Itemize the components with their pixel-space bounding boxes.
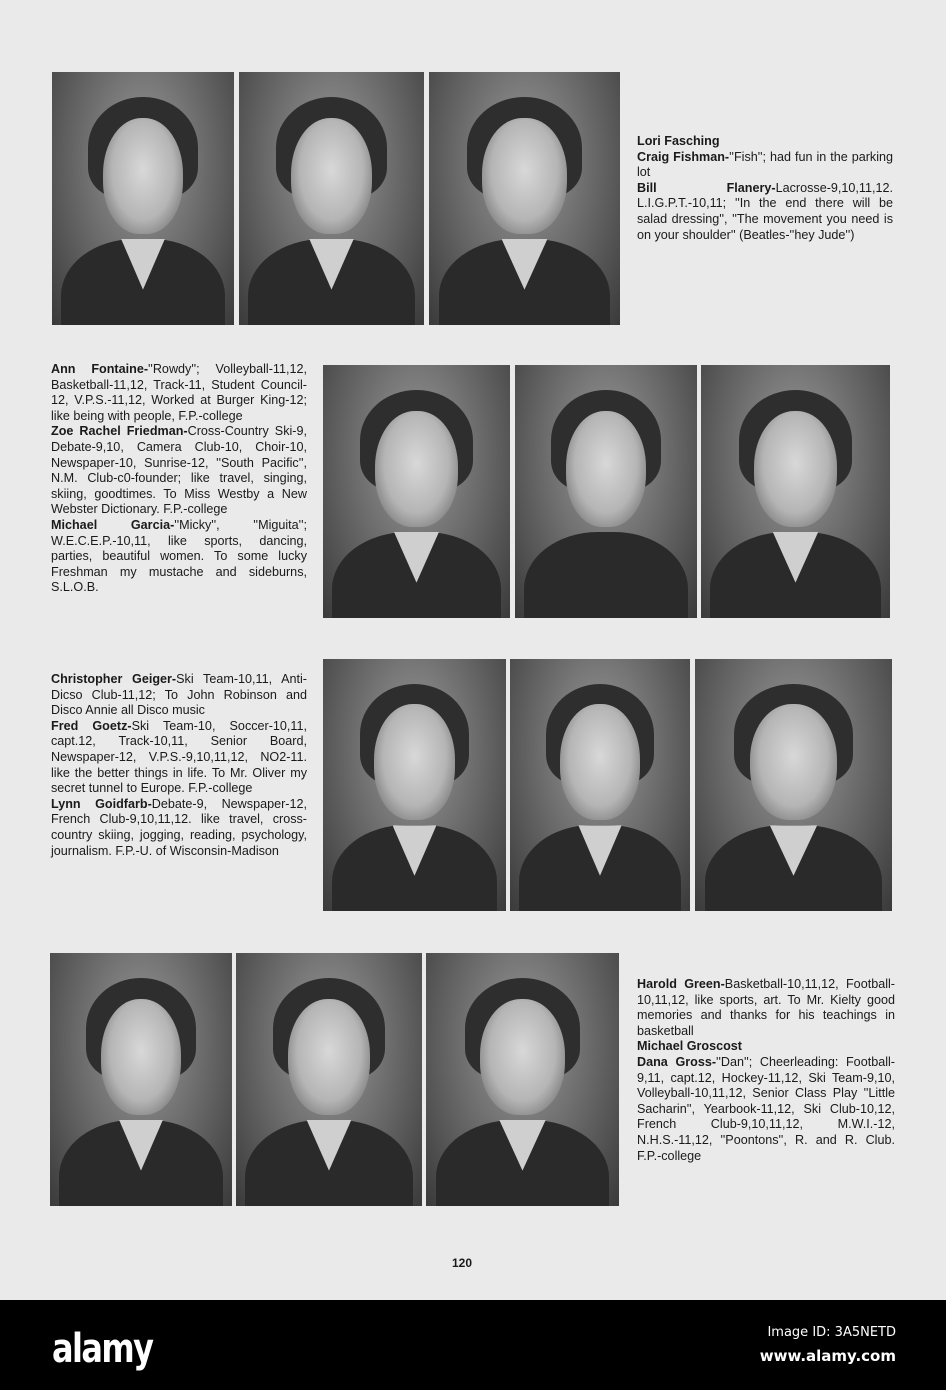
bio-entry [51,424,307,518]
student-name: Dana Gross- [637,1054,717,1069]
student-name: Ann Fontaine- [51,362,149,376]
student-name: Michael Garcia- [51,517,175,532]
bio-entry [637,977,895,1039]
portrait-photo [239,72,424,325]
portrait-photo [236,953,422,1206]
bio-block-3 [51,672,307,859]
student-bio: Ski Team-10, Soccer-10,11, capt.12, Track-10,11, Senior Board, Newspaper-12, V.P.S.-9,10,11,12, NO2-11. like the better things in life. To Mr. Oliver my secret tunnel to Europe. F.P.-college [51,718,308,796]
alamy-logo: alamy [52,1326,153,1372]
portrait-photo [510,659,690,911]
student-name: Craig Fishman- [637,149,730,164]
bio-entry [51,672,307,719]
watermark-footer [0,1300,946,1390]
portrait-photo [515,365,697,618]
portrait-photo [323,659,506,911]
bio-entry [637,1055,895,1164]
bio-block-4 [637,977,895,1164]
student-name: Zoe Rachel Friedman- [51,424,188,439]
bio-entry [51,719,307,797]
portrait-photo [52,72,234,325]
bio-entry [637,1039,895,1055]
student-bio: Cross-Country Ski-9, Debate-9,10, Camera Club-10, Choir-10, Newspaper-10, Sunrise-12, ''South Pacific'', N.M. Club-c0-founder; like travel, singing, skiing, goodtimes. To Miss Westby a New Webster Dictionary. F.P.-college [51,424,307,517]
student-bio: Lacrosse-9,10,11,12. L.I.G.P.T.-10,11; ''In the end there will be salad dressing'', ''The movement you need is on your shoulder'' (Beatles-''hey Jude'') [637,180,893,242]
portrait-photo [50,953,232,1206]
portrait-photo [426,953,619,1206]
student-name: Lynn Goidfarb- [51,796,152,811]
bio-entry [637,181,893,243]
bio-entry [51,518,307,596]
student-bio: ''Micky'', ''Miguita''; W.E.C.E.P.-10,11, like sports, dancing, parties, beautiful women. To some lucky Freshman my mustache and sideburns, S.L.O.B. [51,517,307,595]
student-name: Christopher Geiger- [51,672,177,686]
student-name: Lori Fasching [637,134,720,148]
bio-entry [637,134,893,150]
page-number: 120 [452,1256,473,1270]
student-bio: ''Fish''; had fun in the parking lot [637,149,893,180]
bio-block-1 [637,134,893,243]
student-bio: Basketball-10,11,12, Football-10,11,12, like sports, art. To Mr. Kielty good memories and thanks for his teachings in basketball [637,977,895,1038]
bio-entry [51,797,307,859]
student-bio: Debate-9, Newspaper-12, French Club-9,10,11,12. like travel, cross-country skiing, jogging, reading, psychology, journalism. F.P.-U. of Wisconsin-Madison [51,796,307,858]
site-url: www.alamy.com [759,1347,896,1365]
portrait-photo [429,72,620,325]
student-bio: ''Rowdy''; Volleyball-11,12, Basketball-11,12, Track-11, Student Council-12, V.P.S.-11,12, Worked at Burger King-12; like being with people, F.P.-college [51,362,307,423]
bio-block-2 [51,362,307,596]
student-name: Michael Groscost [637,1039,742,1054]
portrait-photo [695,659,892,911]
student-bio: ''Dan''; Cheerleading: Football-9,11, capt.12, Hockey-11,12, Ski Team-9,10, Volleyball-10,11,12, Senior Class Play ''Little Sacharin'', Yearbook-11,12, Ski Club-10,12, French Club-9,10,11,12, M.W.I.-12, N.H.S.-11,12, ''Poontons'', R. and R. Club. F.P.-college [637,1054,895,1163]
portrait-photo [701,365,890,618]
student-name: Bill Flanery- [637,180,776,195]
image-id: Image ID: 3A5NETD [767,1325,896,1340]
student-name: Harold Green- [637,977,725,991]
student-name: Fred Goetz- [51,718,132,733]
bio-entry [51,362,307,424]
student-bio: Ski Team-10,11, Anti-Dicso Club-11,12; To John Robinson and Disco Annie all Disco music [51,672,307,718]
portrait-photo [323,365,510,618]
bio-entry [637,150,893,181]
